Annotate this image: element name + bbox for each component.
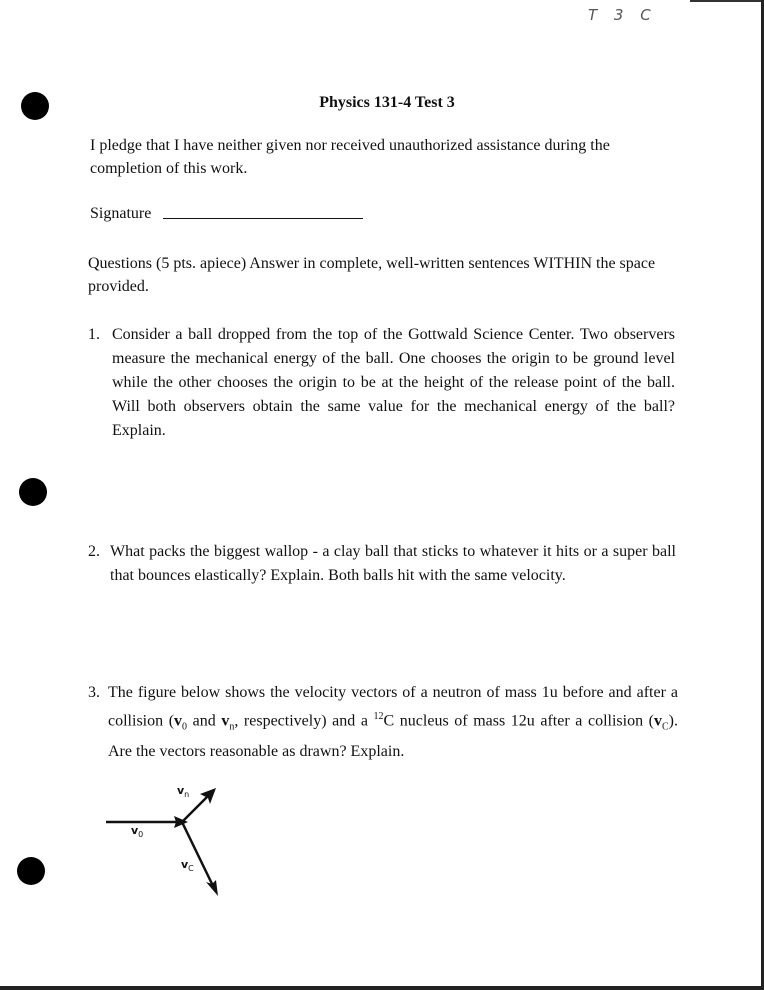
question-number: 3. xyxy=(88,684,100,701)
question-text: What packs the biggest wallop - a clay ball that sticks to whatever it hits or a super ball that bounces elastically? Explain. Both balls hit with the same velocity. xyxy=(110,543,676,584)
honor-pledge: I pledge that I have neither given nor received unauthorized assistance during the completion of this work. xyxy=(90,137,610,177)
vc-label xyxy=(181,858,194,871)
question-text-part: The figure below shows the velocity vectors of a neutron of mass 1u before and after a collision ( xyxy=(108,684,678,730)
vector-diagram xyxy=(100,776,240,906)
page-title-text: Physics 131-4 Test 3 xyxy=(319,94,455,111)
vc-subscript: C xyxy=(662,721,669,733)
vn-symbol: v xyxy=(221,712,230,730)
question-text-part: ). Are the vectors reasonable as drawn? Explain. xyxy=(108,712,678,760)
vn-label-symbol: v xyxy=(177,784,185,797)
signature-label: Signature xyxy=(90,205,152,222)
question-text-part: and xyxy=(187,712,222,730)
vc-label-subscript: C xyxy=(188,864,194,873)
v0-label-subscript: 0 xyxy=(138,830,144,839)
vn-subscript: n xyxy=(229,721,235,733)
question-text: Consider a ball dropped from the top of the Gottwald Science Center. Two observers measure the mechanical energy of the ball. One chooses the origin to be ground level while the other chooses the origin to be at the height of the release point of the ball. Will both observers obtain the same value for the mechanical energy of the ball? Explain. xyxy=(112,326,675,439)
question-text-part: C nucleus of mass 12u after a collision ( xyxy=(383,712,654,730)
vc-vector xyxy=(182,822,214,888)
punch-hole-bottom xyxy=(17,857,45,885)
punch-hole-middle xyxy=(19,478,47,506)
v0-symbol: v xyxy=(174,712,183,730)
handwritten-mark: T 3 C xyxy=(588,6,657,24)
page-title xyxy=(0,94,764,112)
v0-label-symbol: v xyxy=(131,824,139,837)
vn-label xyxy=(177,784,189,797)
question-text-part: , respectively) and a xyxy=(234,712,374,730)
vn-label-subscript: n xyxy=(184,790,190,799)
question-text xyxy=(108,681,678,764)
v0-subscript: 0 xyxy=(182,721,188,733)
scan-edge-bottom xyxy=(0,986,764,990)
scan-edge-top xyxy=(690,0,764,2)
signature-line[interactable] xyxy=(163,218,363,219)
question-number: 1. xyxy=(88,326,100,343)
vc-label-symbol: v xyxy=(181,858,189,871)
collision-vector-figure xyxy=(100,776,240,906)
mass-number-superscript: 12 xyxy=(373,711,384,722)
instructions: Questions (5 pts. apiece) Answer in complete, well-written sentences WITHIN the space provided. xyxy=(88,255,656,295)
vc-symbol: v xyxy=(654,712,662,730)
question-number: 2. xyxy=(88,543,100,560)
v0-label xyxy=(131,824,143,837)
